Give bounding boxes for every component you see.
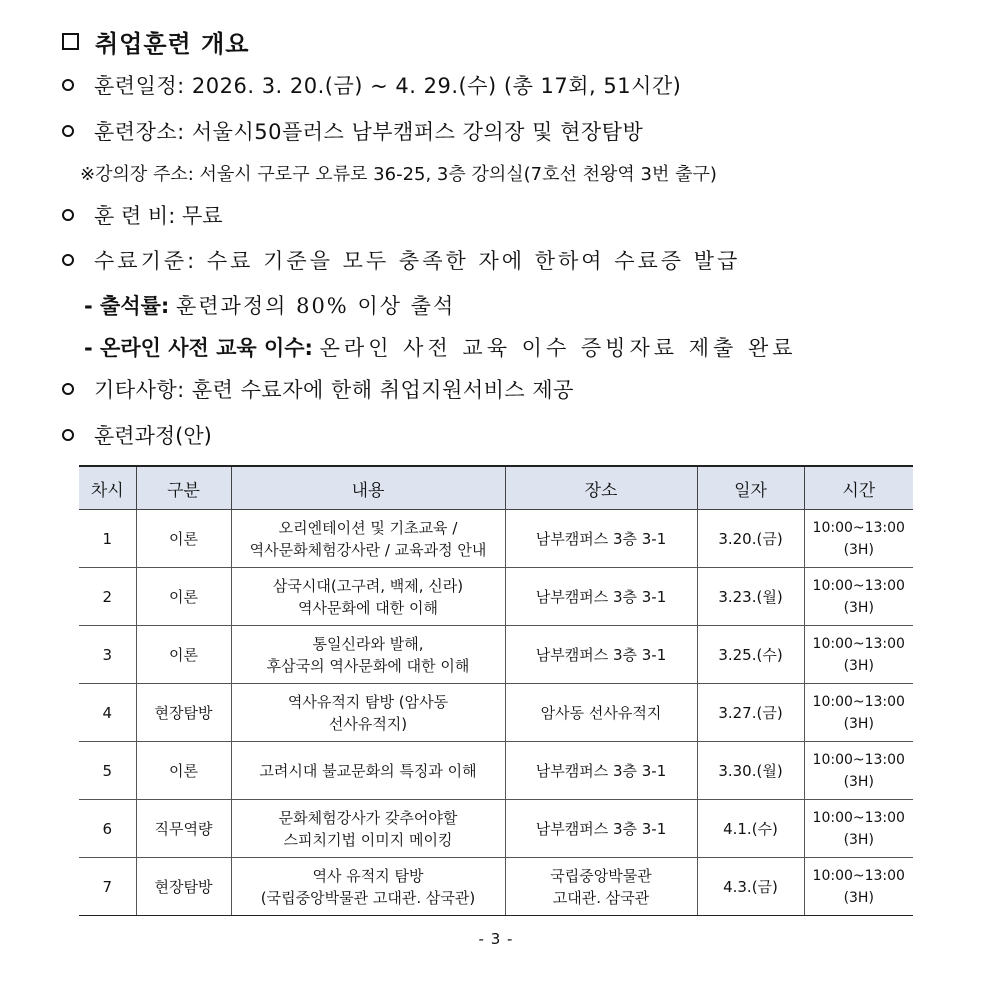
cell-session: 4 [79,684,136,742]
fee-line [62,200,223,230]
header-category: 구분 [136,466,231,510]
cell-session: 7 [79,858,136,916]
schedule-line [62,70,681,100]
header-place: 장소 [505,466,697,510]
cell-date: 3.23.(월) [697,568,804,626]
cell-session: 3 [79,626,136,684]
fee-text: 훈 련 비: 무료 [94,204,223,228]
cell-time: 10:00~13:00 (3H) [804,684,913,742]
table-row [79,568,913,626]
cell-session: 6 [79,800,136,858]
location-text: 훈련장소: 서울시50플러스 남부캠퍼스 강의장 및 현장탐방 [94,120,644,144]
circle-bullet-icon [62,429,74,441]
cell-date: 3.30.(월) [697,742,804,800]
circle-bullet-icon [62,79,74,91]
cell-date: 4.1.(수) [697,800,804,858]
cell-place: 남부캠퍼스 3층 3-1 [505,568,697,626]
etc-line [62,374,574,404]
circle-bullet-icon [62,254,74,266]
header-content: 내용 [231,466,505,510]
cell-time: 10:00~13:00 (3H) [804,800,913,858]
completion-text: 수료기준: 수료 기준을 모두 충족한 자에 한하여 수료증 발급 [94,249,741,273]
cell-session: 1 [79,510,136,568]
cell-content: 역사유적지 탐방 (암사동 선사유적지) [231,684,505,742]
checkbox-icon [62,33,79,50]
cell-category: 직무역량 [136,800,231,858]
circle-bullet-icon [62,125,74,137]
circle-bullet-icon [62,209,74,221]
attendance-label: - 출석률: [84,294,170,318]
cell-date: 3.27.(금) [697,684,804,742]
cell-time: 10:00~13:00 (3H) [804,510,913,568]
cell-content: 역사 유적지 탐방 (국립중앙박물관 고대관. 삼국관) [231,858,505,916]
table-row [79,626,913,684]
section-title-text: 취업훈련 개요 [95,30,250,58]
cell-session: 2 [79,568,136,626]
cell-category: 이론 [136,568,231,626]
online-label: - 온라인 사전 교육 이수: [84,336,313,360]
cell-content: 삼국시대(고구려, 백제, 신라) 역사문화에 대한 이해 [231,568,505,626]
online-value: 온라인 사전 교육 이수 증빙자료 제출 완료 [319,336,797,360]
cell-place: 남부캠퍼스 3층 3-1 [505,626,697,684]
cell-time: 10:00~13:00 (3H) [804,568,913,626]
cell-time: 10:00~13:00 (3H) [804,626,913,684]
table-row [79,800,913,858]
cell-time: 10:00~13:00 (3H) [804,858,913,916]
cell-content: 통일신라와 발해, 후삼국의 역사문화에 대한 이해 [231,626,505,684]
cell-date: 4.3.(금) [697,858,804,916]
cell-place: 암사동 선사유적지 [505,684,697,742]
cell-category: 이론 [136,510,231,568]
cell-place: 남부캠퍼스 3층 3-1 [505,800,697,858]
cell-content: 고려시대 불교문화의 특징과 이해 [231,742,505,800]
curriculum-text: 훈련과정(안) [94,424,212,448]
online-line [84,332,797,362]
location-line [62,116,643,146]
header-session: 차시 [79,466,136,510]
cell-category: 이론 [136,742,231,800]
cell-content: 문화체험강사가 갖추어야할 스피치기법 이미지 메이킹 [231,800,505,858]
cell-date: 3.25.(수) [697,626,804,684]
cell-content: 오리엔테이션 및 기초교육 / 역사문화체험강사란 / 교육과정 안내 [231,510,505,568]
curriculum-table [79,465,913,916]
page-number: - 3 - [478,930,514,948]
etc-text: 기타사항: 훈련 수료자에 한해 취업지원서비스 제공 [94,378,574,402]
table-row [79,742,913,800]
cell-session: 5 [79,742,136,800]
table-row [79,858,913,916]
cell-category: 이론 [136,626,231,684]
cell-category: 현장탐방 [136,858,231,916]
curriculum-line [62,420,212,450]
completion-line [62,245,740,275]
cell-category: 현장탐방 [136,684,231,742]
section-title [62,24,249,59]
attendance-line [84,290,455,320]
cell-place: 남부캠퍼스 3층 3-1 [505,742,697,800]
address-note: ※강의장 주소: 서울시 구로구 오류로 36-25, 3층 강의실(7호선 천왕역 3번 출구) [80,164,717,185]
circle-bullet-icon [62,383,74,395]
schedule-text: 훈련일정: 2026. 3. 20.(금) ~ 4. 29.(수) (총 17회, 51시간) [94,74,682,98]
table-row [79,510,913,568]
table-row [79,684,913,742]
attendance-value: 훈련과정의 80% 이상 출석 [175,294,456,318]
table-header-row [79,466,913,510]
header-date: 일자 [697,466,804,510]
cell-time: 10:00~13:00 (3H) [804,742,913,800]
cell-place: 남부캠퍼스 3층 3-1 [505,510,697,568]
cell-date: 3.20.(금) [697,510,804,568]
cell-place: 국립중앙박물관 고대관. 삼국관 [505,858,697,916]
header-time: 시간 [804,466,913,510]
